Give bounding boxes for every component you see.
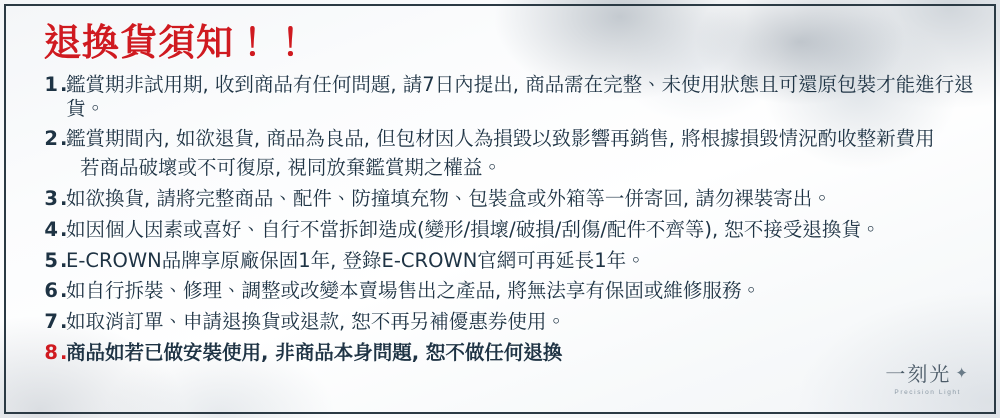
rule-text: 鑑賞期非試用期, 收到商品有任何問題, 請7日內提出, 商品需在完整、未使用狀態且可還原包裝才能進行退貨。: [66, 72, 974, 120]
brand-name: 一刻光: [885, 362, 952, 386]
list-item: [34, 73, 974, 121]
brand-name-row: [885, 358, 970, 387]
rule-separator: .: [60, 217, 68, 241]
list-item: [34, 218, 974, 242]
rule-text: 如自行拆裝、修理、調整或改變本賣場售出之產品, 將無法享有保固或維修服務。: [66, 279, 761, 303]
list-item: [34, 249, 974, 273]
rule-number: 6: [44, 279, 58, 303]
rule-text: 如取消訂單、申請退換貨或退款, 恕不再另補優惠券使用。: [66, 310, 566, 334]
rule-number: 3: [44, 186, 58, 210]
list-item-highlighted: [34, 341, 974, 365]
rule-text: E-CROWN品牌享原廠保固1年, 登錄E-CROWN官網可再延長1年。: [66, 248, 646, 272]
rule-separator: .: [60, 340, 68, 364]
rule-number: 7: [44, 310, 58, 334]
rule-separator: .: [60, 310, 68, 334]
rule-text-line2: 若商品破壞或不可復原, 視同放棄鑑賞期之權益。: [80, 156, 502, 180]
rule-separator: .: [60, 127, 68, 151]
brand-tagline: Precision Light: [894, 389, 962, 396]
rule-text: 如因個人因素或喜好、自行不當拆卸造成(變形/損壞/破損/刮傷/配件不齊等), 恕不接受退換貨。: [66, 217, 881, 241]
rule-text-line1: 鑑賞期間內, 如欲退貨, 商品為良品, 但包材因人為損毀以致影響再銷售, 將根據損毀情況酌收整新費用: [66, 127, 935, 151]
rule-number: 1: [44, 72, 58, 96]
rule-number: 5: [44, 248, 58, 272]
rule-number: 4: [44, 217, 58, 241]
rule-text: 如欲換貨, 請將完整商品、配件、防撞填充物、包裝盒或外箱等一併寄回, 請勿裸裝寄出。: [66, 186, 832, 210]
rule-text: [66, 127, 974, 180]
rule-separator: .: [60, 279, 68, 303]
list-item: [34, 187, 974, 211]
rule-number: 8: [44, 340, 58, 364]
list-item: [34, 279, 974, 303]
rule-separator: .: [60, 186, 68, 210]
rule-text: 商品如若已做安裝使用, 非商品本身問題, 恕不做任何退換: [66, 340, 563, 364]
page-title: 退換貨須知！！: [44, 21, 310, 64]
list-item: [34, 310, 974, 334]
rule-separator: .: [60, 248, 68, 272]
rules-list: [30, 73, 974, 365]
sparkle-icon: ✦: [955, 363, 970, 382]
rule-separator: .: [60, 72, 68, 96]
rule-number: 2: [44, 127, 58, 151]
brand-logo: [885, 358, 970, 396]
list-item: [34, 127, 974, 180]
